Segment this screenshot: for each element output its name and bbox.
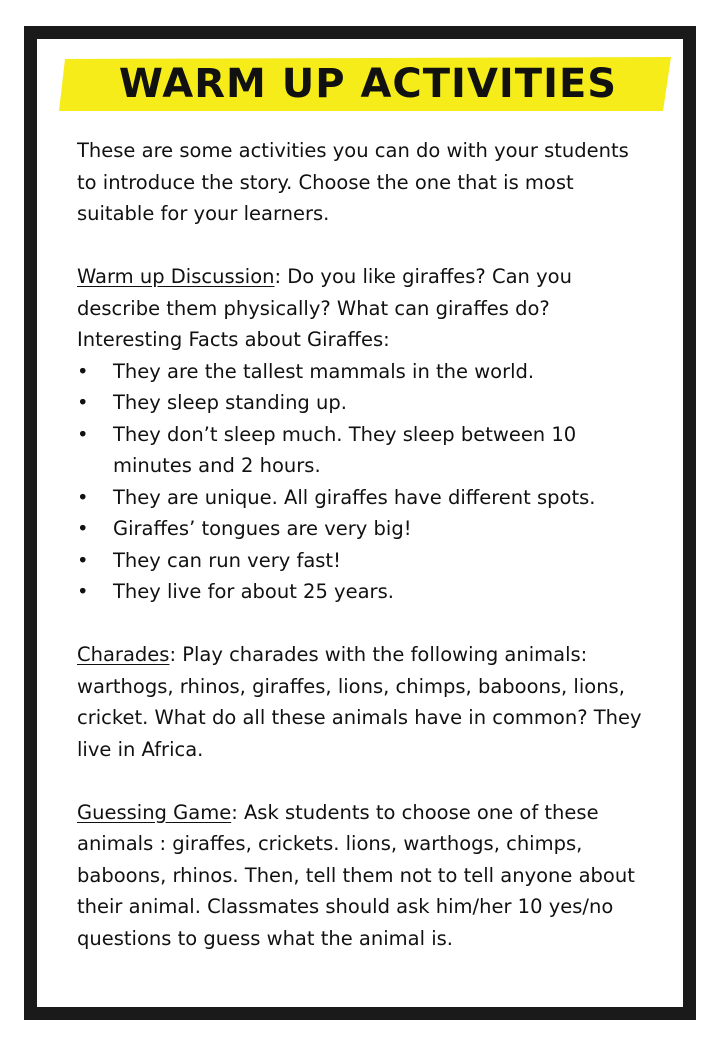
- bullet-icon: •: [77, 391, 89, 414]
- charades-paragraph: [77, 639, 647, 765]
- fact-item: [77, 356, 647, 388]
- fact-item: [77, 545, 647, 577]
- guessing-section: [77, 797, 647, 955]
- facts-heading: Interesting Facts about Giraffes:: [77, 328, 390, 351]
- bullet-icon: •: [77, 422, 89, 446]
- bullet-icon: •: [77, 548, 89, 572]
- discussion-paragraph: [77, 261, 647, 324]
- fact-text: They sleep standing up.: [113, 391, 347, 414]
- discussion-section: [77, 261, 647, 608]
- bullet-icon: •: [77, 359, 89, 383]
- fact-text: They are unique. All giraffes have different spots.: [113, 485, 596, 509]
- fact-item: [77, 419, 647, 482]
- guessing-paragraph: [77, 797, 647, 955]
- facts-list: [77, 356, 647, 608]
- fact-text: Giraffes’ tongues are very big!: [113, 517, 412, 540]
- charades-heading: Charades: [77, 643, 170, 666]
- discussion-heading: Warm up Discussion: [77, 265, 275, 288]
- fact-text: They don’t sleep much. They sleep between 10 minutes and 2 hours.: [113, 422, 577, 477]
- bullet-icon: •: [77, 580, 89, 603]
- charades-text: : Play charades with the following animals: warthogs, rhinos, giraffes, lions, chimps, baboons, lions, cricket. What do all these animals have in common? They live in Africa.: [77, 643, 642, 761]
- charades-section: [77, 639, 647, 765]
- guessing-heading: Guessing Game: [77, 800, 232, 824]
- intro-paragraph: These are some activities you can do with your students to introduce the story. Choose the one that is most suitable for your learners.: [77, 139, 629, 225]
- fact-text: They can run very fast!: [113, 548, 341, 572]
- page-title: WARM UP ACTIVITIES: [118, 61, 618, 107]
- guessing-text: : Ask students to choose one of these animals : giraffes, crickets. lions, warthogs, chimps, baboons, rhinos. Then, tell them not to tell anyone about their animal. Classmates should ask him/her 10 yes/no questions to guess what the animal is.: [77, 800, 635, 950]
- page-frame: [24, 26, 696, 1020]
- title-banner: [59, 55, 677, 113]
- fact-text: They are the tallest mammals in the world.: [113, 359, 535, 383]
- fact-text: They live for about 25 years.: [113, 580, 394, 603]
- fact-item: [77, 387, 647, 419]
- fact-item: [77, 513, 647, 545]
- fact-item: [77, 482, 647, 514]
- content: [77, 135, 647, 954]
- discussion-text: : Do you like giraffes? Can you describe them physically? What can giraffes do?: [77, 265, 572, 320]
- bullet-icon: •: [77, 517, 89, 540]
- bullet-icon: •: [77, 485, 89, 509]
- fact-item: [77, 576, 647, 608]
